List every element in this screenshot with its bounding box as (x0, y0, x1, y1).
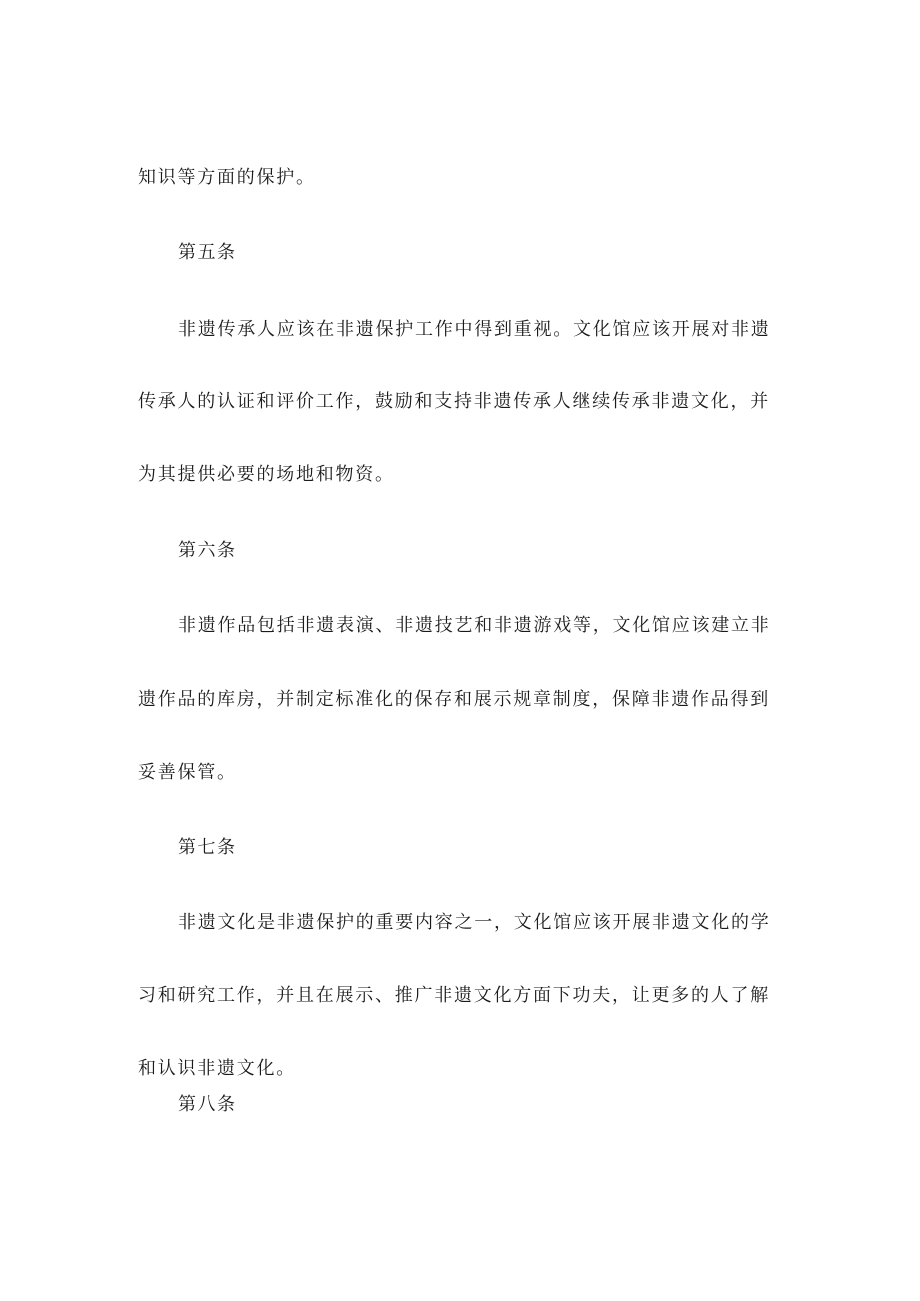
article-5-line-3: 为其提供必要的场地和物资。 (138, 464, 395, 485)
article-7-line-3: 和认识非遗文化。 (138, 1058, 296, 1079)
article-heading-5: 第五条 (178, 242, 237, 263)
article-6-line-3: 妥善保管。 (138, 762, 237, 783)
article-5-line-1: 非遗传承人应该在非遗保护工作中得到重视。文化馆应该开展对非遗 (178, 319, 771, 340)
article-heading-7: 第七条 (178, 837, 237, 858)
article-7-line-1: 非遗文化是非遗保护的重要内容之一，文化馆应该开展非遗文化的学 (178, 912, 771, 933)
article-5-line-2: 传承人的认证和评价工作，鼓励和支持非遗传承人继续传承非遗文化，并 (138, 391, 770, 412)
article-6-line-1: 非遗作品包括非遗表演、非遗技艺和非遗游戏等，文化馆应该建立非 (178, 615, 771, 636)
article-6-line-2: 遗作品的库房，并制定标准化的保存和展示规章制度，保障非遗作品得到 (138, 689, 770, 710)
article-heading-8: 第八条 (178, 1094, 237, 1115)
paragraph-continuation: 知识等方面的保护。 (138, 167, 316, 188)
article-7-line-2: 习和研究工作，并且在展示、推广非遗文化方面下功夫，让更多的人了解 (138, 985, 770, 1006)
article-heading-6: 第六条 (178, 540, 237, 561)
